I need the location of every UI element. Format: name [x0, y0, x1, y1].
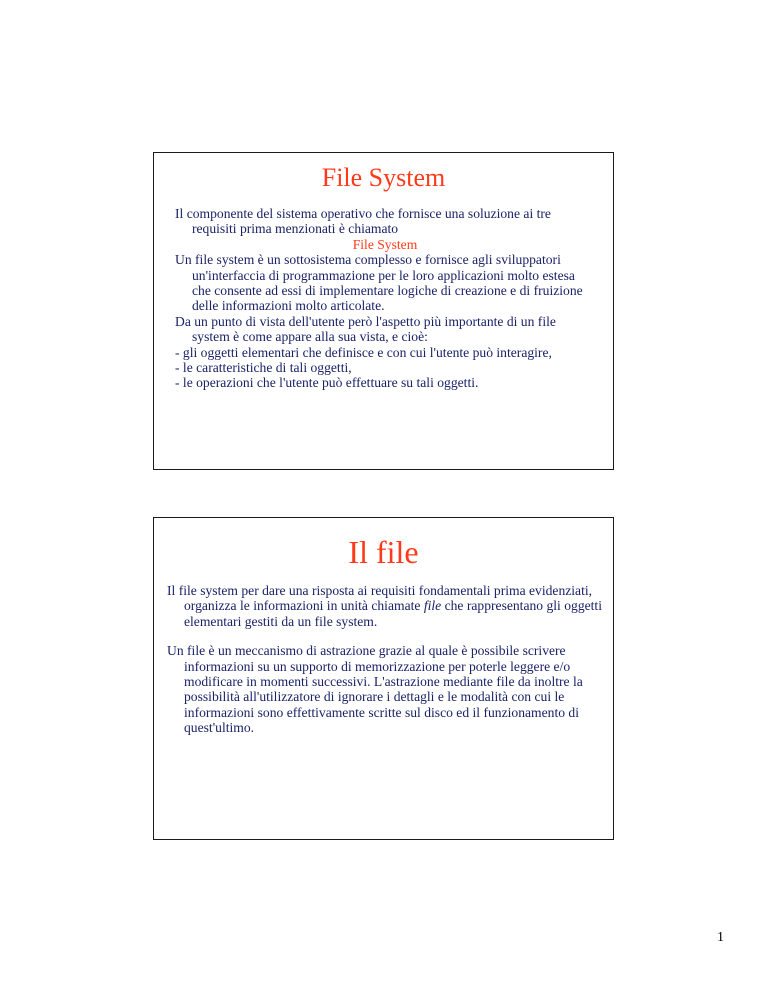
- slide-il-file: [153, 517, 614, 840]
- list-item: - le caratteristiche di tali oggetti,: [175, 360, 352, 376]
- slide-title: Il file: [348, 534, 419, 570]
- highlight-term: File System: [352, 236, 418, 252]
- italic-term: file: [423, 598, 442, 614]
- slide-file-system: [153, 152, 614, 470]
- paragraph-file-abstraction: Un file è un meccanismo di astrazione grazie al quale è possibile scrivere informazioni su un supporto di memorizzazione per poterle leggere e/o modificare in momenti successivi. L'astrazione mediante file da inoltre la possibilità all'utilizzatore di ignorare i dettagli e le modalità con cui le informazioni sono effettivamente scritte sul disco ed il funzionamento di quest'ultimo.: [167, 643, 583, 736]
- paragraph-intro: Il componente del sistema operativo che fornisce una soluzione ai tre requisiti prima menzionati è chiamato: [175, 206, 551, 237]
- slide-body: [175, 206, 595, 391]
- list-item: - gli oggetti elementari che definisce e con cui l'utente può interagire,: [175, 344, 552, 360]
- paragraph-user-view: Da un punto di vista dell'utente però l'aspetto più importante di un file system è come appare alla sua vista, e cioè:: [175, 313, 556, 345]
- text-run: che rappresentano gli oggetti elementari gestiti da un file system.: [184, 598, 602, 629]
- slide-body: [167, 583, 602, 736]
- text-run: Il file system per dare una risposta ai requisiti fondamentali prima evidenziati, organizza le informazioni in unità chiamate: [167, 583, 593, 614]
- page-number: 1: [717, 930, 724, 945]
- paragraph-file-units: [167, 583, 602, 629]
- paragraph-subsystem: Un file system è un sottosistema complesso e fornisce agli sviluppatori un'interfaccia di programmazione per le loro applicazioni molto estesa che consente ad essi di implementare logiche di creazione e di fruizione delle informazioni molto articolate.: [175, 252, 583, 314]
- list-item: - le operazioni che l'utente può effettuare su tali oggetti.: [175, 375, 479, 391]
- slide-title: File System: [321, 163, 446, 192]
